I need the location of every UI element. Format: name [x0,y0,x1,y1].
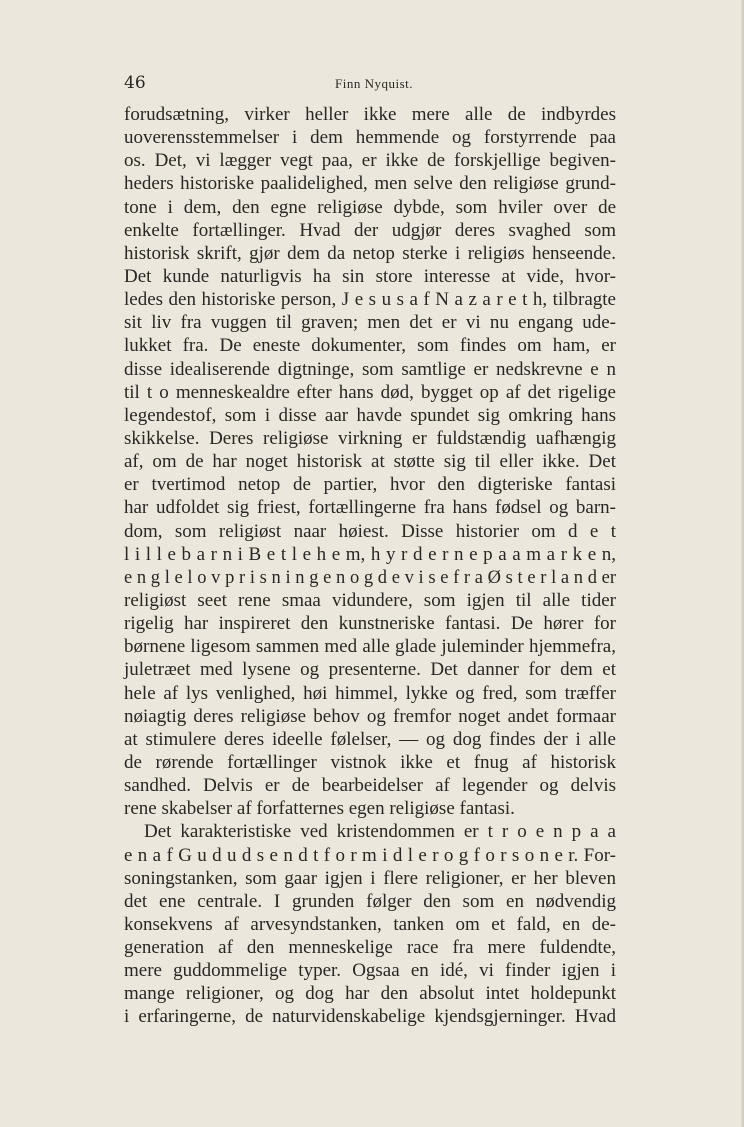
page-header [124,72,624,96]
text-line: soningstanken, som gaar igjen i flere religioner, er her bleven [124,867,616,889]
text-line: sit liv fra vuggen til graven; men det er vi nu engang ude- [124,312,616,334]
text-line: enkelte fortællinger. Hvad der udgjør deres svaghed som [124,219,616,241]
text-line: historisk skrift, gjør dem da netop sterke i religiøs henseende. [124,242,616,264]
text-line: l i l l e b a r n i B e t l e h e m, h y r d e r n e p a a m a r k e n, [124,543,616,565]
text-line: forudsætning, virker heller ikke mere alle de indbyrdes [124,104,616,125]
text-line: de rørende fortællinger vistnok ikke et fnug af historisk [124,751,616,773]
text-line: os. Det, vi lægger vegt paa, er ikke de forskjellige begiven- [124,150,616,172]
text-line: af, om de har noget historisk at støtte sig til eller ikke. Det [124,451,616,473]
paragraph-last-line: rene skabelser af forfatternes egen religiøse fantasi. [124,798,515,820]
text-line: disse idealiserende digtninge, som samtlige er nedskrevne e n [124,358,616,380]
running-head: Finn Nyquist. [334,76,413,91]
text-line: mange religioner, og dog har den absolut intet holdepunkt [124,983,616,1005]
text-line: rigelig har inspireret den kunstneriske fantasi. De hører for [124,613,616,635]
text-line: legendestof, som i disse aar havde spundet sig omkring hans [124,404,616,426]
text-line: generation af den menneskelige race fra mere fuldendte, [124,937,616,959]
text-line: ledes den historiske person, J e s u s a f N a z a r e t h, tilbragte [124,289,616,311]
text-line: børnene ligesom sammen med alle glade juleminder hjemmefra, [124,636,616,658]
text-line: uoverensstemmelser i dem hemmende og forstyrrende paa [124,127,616,149]
page-number: 46 [124,73,146,93]
paragraph-first-line: Det karakteristiske ved kristendommen er t r o e n p a a [144,821,616,843]
text-line: heders historiske paalidelighed, men selve den religiøse grund- [124,173,616,195]
text-line: Det kunde naturligvis ha sin store interesse at vide, hvor- [124,265,616,287]
text-line: til t o menneskealdre efter hans død, bygget op af det rigelige [124,381,616,403]
body-text [124,103,616,1029]
text-line: konsekvens af arvesyndstanken, tanken om et fald, en de- [124,913,616,935]
text-line: e n a f G u d u d s e n d t f o r m i d l e r o g f o r s o n e r. For- [124,844,616,866]
text-line: lukket fra. De eneste dokumenter, som findes om ham, er [124,335,616,357]
text-line: det ene centrale. I grunden følger den som en nødvendig [124,890,616,912]
text-line: e n g l e l o v p r i s n i n g e n o g d e v i s e f r a Ø s t e r l a n d er [124,566,616,587]
text-line: skikkelse. Deres religiøse virkning er fuldstændig uafhængig [124,427,616,449]
text-line: mere guddommelige typer. Ogsaa en idé, vi finder igjen i [124,960,616,982]
text-line: sandhed. Delvis er de bearbeidelser af legender og delvis [124,775,616,797]
text-line: tone i dem, den egne religiøse dybde, som hviler over de [124,196,616,218]
text-line: har udfoldet sig friest, fortællingerne fra hans fødsel og barn- [124,497,616,519]
text-line: dom, som religiøst naar høiest. Disse historier om d e t [124,520,616,542]
text-line: religiøst seet rene smaa vidundere, som igjen til alle tider [124,589,616,611]
text-line: juletræet med lysene og presenterne. Det danner for dem et [124,659,616,681]
text-line: hele af lys venlighed, høi himmel, lykke og fred, som træffer [124,682,616,704]
text-line: nøiagtig deres religiøse behov og fremfor noget andet formaar [124,705,616,727]
text-line: er tvertimod netop de partier, hvor den digteriske fantasi [124,474,616,496]
text-line: at stimulere deres ideelle følelser, — og dog findes der i alle [124,728,616,750]
text-line: i erfaringerne, de naturvidenskabelige kjendsgjerninger. Hvad [124,1006,616,1028]
